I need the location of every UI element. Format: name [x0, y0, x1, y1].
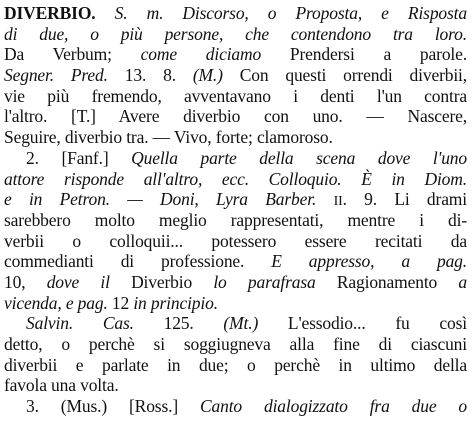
text-run: 2. [Fanf.]: [26, 147, 132, 168]
text-run: Quella parte della scena dove l'uno: [131, 147, 467, 168]
text-run: in principio.: [133, 292, 218, 313]
text-line: [4, 106, 467, 127]
text-run: Da Verbum;: [4, 44, 141, 65]
text-run: 3. (Mus.) [Ross.]: [26, 396, 200, 417]
text-line: [4, 24, 467, 45]
text-line: [4, 231, 467, 252]
text-run: II: [333, 194, 343, 210]
text-run: Canto dialogizzato fra due o: [199, 396, 467, 417]
text-line: [4, 210, 467, 231]
text-line: [4, 334, 467, 355]
text-run: Salvin. Cas.: [26, 313, 134, 334]
text-run: a: [458, 271, 467, 292]
text-run: commedianti di professione.: [4, 251, 272, 272]
text-line: [4, 189, 467, 210]
text-run: detto, o perchè si soggiugneva alla fine di ciascuni: [4, 334, 467, 354]
text-line: [4, 86, 467, 107]
text-run: attore risponde all'altro, ecc. Colloquio. È in Diom.: [4, 168, 467, 189]
text-run: Prendersi a parole.: [261, 44, 467, 65]
text-line: [4, 313, 467, 334]
text-run: E appresso, a pag.: [271, 251, 467, 272]
text-run: di due, o più persone, che contendono tra loro.: [4, 23, 467, 44]
text-line: [4, 375, 467, 396]
text-run: diverbii e parlate in due; o perchè in ultimo della: [4, 354, 467, 375]
text-run: l'altro. [T.] Avere diverbio con uno. — Nascere,: [4, 106, 467, 127]
text-run: e in Petron. — Doni, Lyra Barber.: [4, 189, 317, 210]
text-run: verbii o colloquii... potessero essere recitati da: [4, 230, 467, 251]
text-run: L'essodio... fu così: [258, 313, 467, 334]
text-line: [4, 272, 467, 293]
text-run: sarebbero molto meglio rappresentati, mentre i di-: [4, 209, 467, 230]
text-run: [316, 189, 333, 209]
text-line: [4, 396, 467, 417]
text-run: lo parafrasa: [213, 271, 316, 292]
text-run: Ragionamento: [315, 271, 459, 292]
text-run: 13. 8.: [107, 65, 193, 86]
text-line: [4, 293, 467, 314]
headword: DIVERBIO.: [4, 3, 96, 23]
text-run: 12: [107, 292, 134, 313]
text-run: Segner. Pred.: [4, 65, 108, 86]
text-line: [4, 44, 467, 65]
text-line: [4, 355, 467, 376]
text-line: [4, 148, 467, 169]
text-run: vicenda, e pag.: [4, 292, 108, 313]
text-run: Seguire, diverbio tra. — Vivo, forte; clamoroso.: [4, 127, 333, 148]
text-run: dove il: [46, 271, 110, 292]
text-run: favola una volta.: [4, 375, 119, 396]
text-run: S. m. Discorso, o Proposta, e Risposta: [95, 3, 467, 23]
text-line: [4, 3, 467, 24]
text-line: [4, 65, 467, 86]
text-run: come diciamo: [140, 44, 262, 65]
text-line: [4, 127, 467, 148]
text-run: . 9. Li drami: [342, 189, 467, 210]
text-run: (M.): [192, 65, 223, 86]
text-run: Diverbio: [109, 271, 214, 292]
text-run: vie più fremendo, avventavano i denti l'un contra: [4, 85, 467, 106]
text-line: [4, 251, 467, 272]
text-run: 125.: [133, 313, 224, 334]
text-run: (Mt.): [223, 313, 259, 334]
text-run: 10,: [4, 271, 47, 292]
text-run: Con questi orrendi diverbii,: [222, 65, 467, 86]
text-line: [4, 169, 467, 190]
